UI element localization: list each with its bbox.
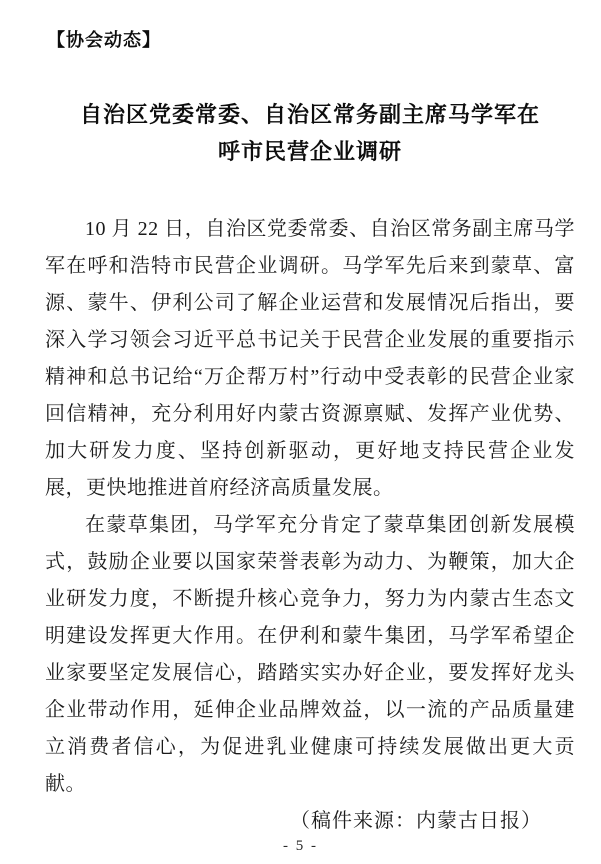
- article-title-line1: 自治区党委常委、自治区常务副主席马学军在: [79, 102, 540, 127]
- section-header: 【协会动态】: [47, 30, 161, 50]
- page-number: - 5 -: [283, 838, 318, 854]
- article-title: [45, 96, 575, 170]
- source-attribution: （稿件来源：内蒙古日报）: [290, 810, 542, 832]
- body-paragraph-2: 在蒙草集团，马学军充分肯定了蒙草集团创新发展模式，鼓励企业要以国家荣誉表彰为动力、为鞭策，加大企业研发力度，不断提升核心竞争力，努力为内蒙古生态文明建设发挥更大作用。在伊利和蒙牛集团，马学军希望企业家要坚定发展信心，踏踏实实办好企业，要发挥好龙头企业带动作用，延伸企业品牌效益，以一流的产品质量建立消费者信心，为促进乳业健康可持续发展做出更大贡献。: [45, 514, 575, 795]
- body-paragraph-1: 10 月 22 日，自治区党委常委、自治区常务副主席马学军在呼和浩特市民营企业调研。马学军先后来到蒙草、富源、蒙牛、伊利公司了解企业运营和发展情况后指出，要深入学习领会习近平总书记关于民营企业发展的重要指示精神和总书记给“万企帮万村”行动中受表彰的民营企业家回信精神，充分利用好内蒙古资源禀赋、发挥产业优势、加大研发力度、坚持创新驱动，更好地支持民营企业发展，更快地推进首府经济高质量发展。: [45, 218, 575, 499]
- article-body: [45, 211, 575, 840]
- article-title-line2: 呼市民营企业调研: [217, 139, 402, 164]
